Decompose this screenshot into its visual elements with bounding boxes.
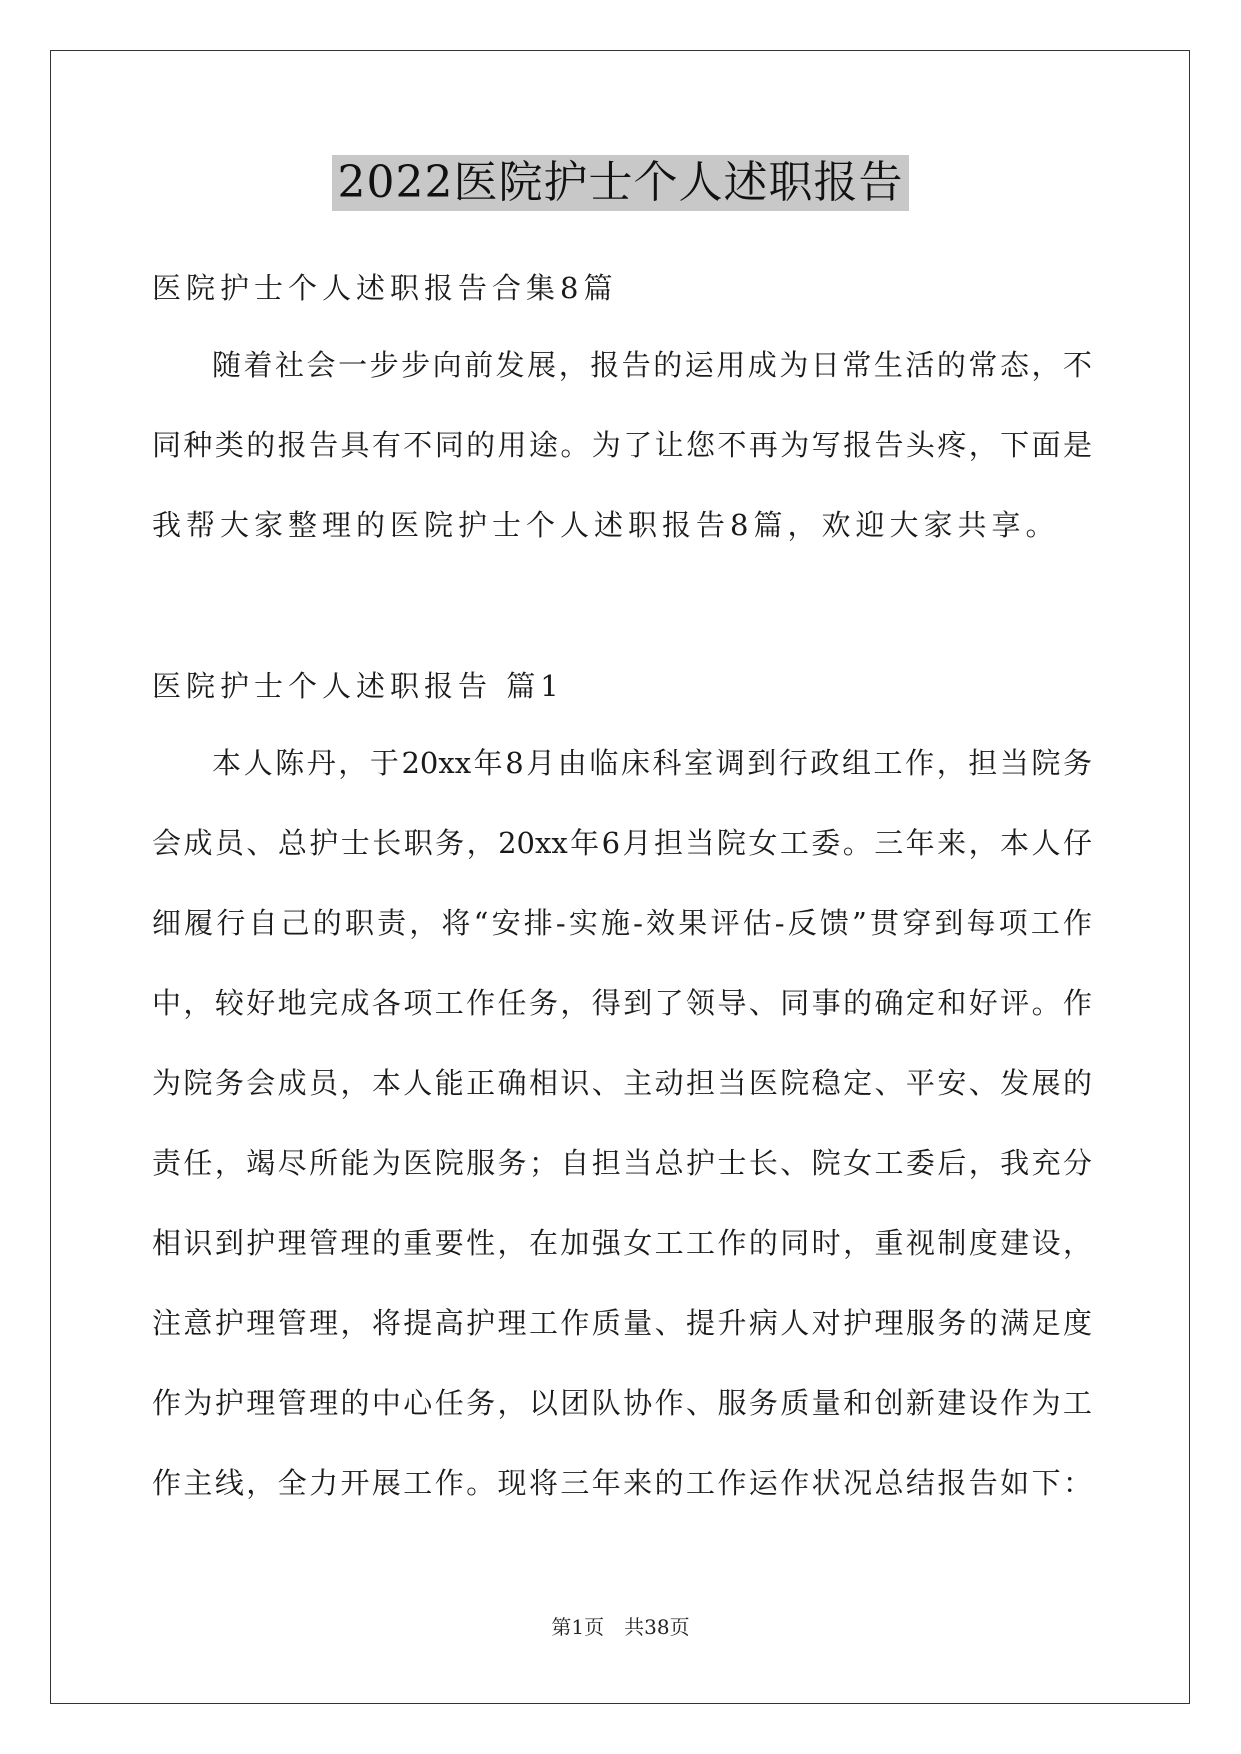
page-footer (0, 1614, 1241, 1640)
title-container (0, 155, 1241, 211)
body-line-7: 相识到护理管理的重要性，在加强女工工作的同时，重视制度建设， (152, 1226, 1092, 1260)
body-line-10: 作主线，全力开展工作。现将三年来的工作运作状况总结报告如下： (152, 1466, 1092, 1500)
document-subtitle: 医院护士个人述职报告合集8篇 (152, 271, 618, 305)
intro-line-3: 我帮大家整理的医院护士个人述职报告8篇，欢迎大家共享。 (152, 508, 1060, 542)
intro-line-2: 同种类的报告具有不同的用途。为了让您不再为写报告头疼，下面是 (152, 428, 1092, 462)
page-total: 共38页 (624, 1615, 690, 1639)
body-line-9: 作为护理管理的中心任务，以团队协作、服务质量和创新建设作为工 (152, 1386, 1092, 1420)
body-line-8: 注意护理管理，将提高护理工作质量、提升病人对护理服务的满足度 (152, 1306, 1092, 1340)
body-line-6: 责任，竭尽所能为医院服务；自担当总护士长、院女工委后，我充分 (152, 1146, 1092, 1180)
body-line-1: 本人陈丹，于20xx年8月由临床科室调到行政组工作，担当院务 (212, 746, 1092, 780)
section-heading: 医院护士个人述职报告 篇1 (152, 669, 564, 703)
body-line-5: 为院务会成员，本人能正确相识、主动担当医院稳定、平安、发展的 (152, 1066, 1092, 1100)
body-line-2: 会成员、总护士长职务，20xx年6月担当院女工委。三年来，本人仔 (152, 826, 1092, 860)
page-number: 第1页 (551, 1615, 605, 1639)
body-line-3: 细履行自己的职责，将“安排-实施-效果评估-反馈”贯穿到每项工作 (152, 906, 1092, 940)
document-title: 2022医院护士个人述职报告 (332, 155, 910, 211)
intro-line-1: 随着社会一步步向前发展，报告的运用成为日常生活的常态，不 (212, 348, 1092, 382)
body-line-4: 中，较好地完成各项工作任务，得到了领导、同事的确定和好评。作 (152, 986, 1092, 1020)
